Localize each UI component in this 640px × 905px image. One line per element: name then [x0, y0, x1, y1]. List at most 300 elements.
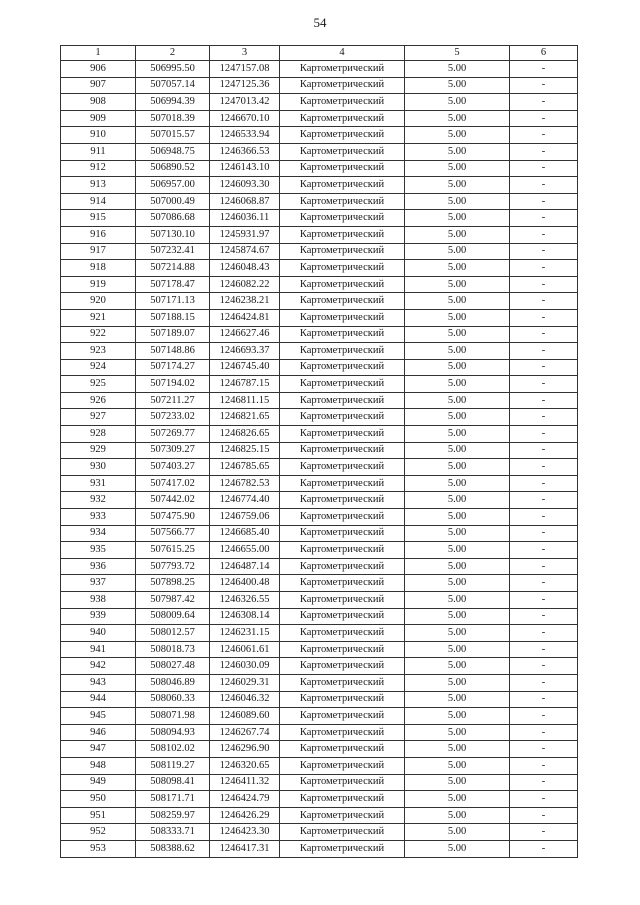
description-cell: -: [510, 492, 578, 509]
method-cell: Картометрический: [280, 525, 405, 542]
x-coordinate-cell: 508333.71: [136, 824, 210, 841]
description-cell: -: [510, 260, 578, 277]
accuracy-cell: 5.00: [405, 757, 510, 774]
accuracy-cell: 5.00: [405, 558, 510, 575]
table-row: [61, 658, 578, 675]
column-header-2: 2: [136, 46, 210, 61]
y-coordinate-cell: 1246424.81: [210, 309, 280, 326]
accuracy-cell: 5.00: [405, 641, 510, 658]
accuracy-cell: 5.00: [405, 260, 510, 277]
table-row: [61, 492, 578, 509]
x-coordinate-cell: 507171.13: [136, 293, 210, 310]
x-coordinate-cell: 507417.02: [136, 475, 210, 492]
column-header-4: 4: [280, 46, 405, 61]
table-row: [61, 160, 578, 177]
table-row: [61, 824, 578, 841]
description-cell: -: [510, 774, 578, 791]
point-number-cell: 915: [61, 210, 136, 227]
description-cell: -: [510, 791, 578, 808]
y-coordinate-cell: 1246036.11: [210, 210, 280, 227]
method-cell: Картометрический: [280, 77, 405, 94]
point-number-cell: 929: [61, 442, 136, 459]
method-cell: Картометрический: [280, 276, 405, 293]
table-row: [61, 177, 578, 194]
x-coordinate-cell: 506948.75: [136, 143, 210, 160]
table-row: [61, 575, 578, 592]
method-cell: Картометрический: [280, 326, 405, 343]
method-cell: Картометрический: [280, 824, 405, 841]
point-number-cell: 923: [61, 343, 136, 360]
x-coordinate-cell: 508071.98: [136, 708, 210, 725]
accuracy-cell: 5.00: [405, 276, 510, 293]
x-coordinate-cell: 508018.73: [136, 641, 210, 658]
x-coordinate-cell: 508046.89: [136, 674, 210, 691]
description-cell: -: [510, 61, 578, 78]
y-coordinate-cell: 1246785.65: [210, 459, 280, 476]
point-number-cell: 924: [61, 359, 136, 376]
description-cell: -: [510, 143, 578, 160]
description-cell: -: [510, 840, 578, 857]
x-coordinate-cell: 507018.39: [136, 110, 210, 127]
y-coordinate-cell: 1246093.30: [210, 177, 280, 194]
point-number-cell: 926: [61, 392, 136, 409]
x-coordinate-cell: 507194.02: [136, 376, 210, 393]
accuracy-cell: 5.00: [405, 193, 510, 210]
point-number-cell: 949: [61, 774, 136, 791]
point-number-cell: 925: [61, 376, 136, 393]
y-coordinate-cell: 1246685.40: [210, 525, 280, 542]
description-cell: -: [510, 409, 578, 426]
x-coordinate-cell: 507269.77: [136, 426, 210, 443]
coordinates-table: [60, 45, 578, 858]
table-row: [61, 392, 578, 409]
point-number-cell: 953: [61, 840, 136, 857]
y-coordinate-cell: 1247125.36: [210, 77, 280, 94]
accuracy-cell: 5.00: [405, 791, 510, 808]
description-cell: -: [510, 724, 578, 741]
accuracy-cell: 5.00: [405, 542, 510, 559]
table-row: [61, 260, 578, 277]
accuracy-cell: 5.00: [405, 575, 510, 592]
y-coordinate-cell: 1246825.15: [210, 442, 280, 459]
description-cell: -: [510, 359, 578, 376]
accuracy-cell: 5.00: [405, 724, 510, 741]
x-coordinate-cell: 507057.14: [136, 77, 210, 94]
table-row: [61, 741, 578, 758]
accuracy-cell: 5.00: [405, 492, 510, 509]
point-number-cell: 945: [61, 708, 136, 725]
accuracy-cell: 5.00: [405, 475, 510, 492]
accuracy-cell: 5.00: [405, 708, 510, 725]
point-number-cell: 907: [61, 77, 136, 94]
accuracy-cell: 5.00: [405, 61, 510, 78]
description-cell: -: [510, 757, 578, 774]
method-cell: Картометрический: [280, 691, 405, 708]
point-number-cell: 906: [61, 61, 136, 78]
method-cell: Картометрический: [280, 575, 405, 592]
y-coordinate-cell: 1246417.31: [210, 840, 280, 857]
accuracy-cell: 5.00: [405, 807, 510, 824]
x-coordinate-cell: 506957.00: [136, 177, 210, 194]
y-coordinate-cell: 1246424.79: [210, 791, 280, 808]
accuracy-cell: 5.00: [405, 691, 510, 708]
description-cell: -: [510, 326, 578, 343]
x-coordinate-cell: 507442.02: [136, 492, 210, 509]
y-coordinate-cell: 1246366.53: [210, 143, 280, 160]
accuracy-cell: 5.00: [405, 376, 510, 393]
table-row: [61, 326, 578, 343]
y-coordinate-cell: 1246426.29: [210, 807, 280, 824]
y-coordinate-cell: 1246082.22: [210, 276, 280, 293]
point-number-cell: 931: [61, 475, 136, 492]
table-row: [61, 774, 578, 791]
x-coordinate-cell: 507178.47: [136, 276, 210, 293]
table-row: [61, 77, 578, 94]
table-body: [61, 61, 578, 858]
y-coordinate-cell: 1246670.10: [210, 110, 280, 127]
x-coordinate-cell: 506890.52: [136, 160, 210, 177]
point-number-cell: 917: [61, 243, 136, 260]
x-coordinate-cell: 507309.27: [136, 442, 210, 459]
point-number-cell: 922: [61, 326, 136, 343]
y-coordinate-cell: 1246774.40: [210, 492, 280, 509]
description-cell: -: [510, 459, 578, 476]
accuracy-cell: 5.00: [405, 127, 510, 144]
table-row: [61, 276, 578, 293]
description-cell: -: [510, 509, 578, 526]
page-number: 54: [313, 15, 327, 30]
method-cell: Картометрический: [280, 177, 405, 194]
x-coordinate-cell: 507898.25: [136, 575, 210, 592]
method-cell: Картометрический: [280, 757, 405, 774]
accuracy-cell: 5.00: [405, 774, 510, 791]
x-coordinate-cell: 507000.49: [136, 193, 210, 210]
y-coordinate-cell: 1245874.67: [210, 243, 280, 260]
y-coordinate-cell: 1246782.53: [210, 475, 280, 492]
x-coordinate-cell: 507189.07: [136, 326, 210, 343]
description-cell: -: [510, 542, 578, 559]
description-cell: -: [510, 592, 578, 609]
method-cell: Картометрический: [280, 343, 405, 360]
table-row: [61, 110, 578, 127]
method-cell: Картометрический: [280, 127, 405, 144]
x-coordinate-cell: 507615.25: [136, 542, 210, 559]
accuracy-cell: 5.00: [405, 160, 510, 177]
point-number-cell: 930: [61, 459, 136, 476]
accuracy-cell: 5.00: [405, 592, 510, 609]
accuracy-cell: 5.00: [405, 840, 510, 857]
accuracy-cell: 5.00: [405, 442, 510, 459]
method-cell: Картометрический: [280, 542, 405, 559]
method-cell: Картометрический: [280, 309, 405, 326]
method-cell: Картометрический: [280, 724, 405, 741]
x-coordinate-cell: 508119.27: [136, 757, 210, 774]
y-coordinate-cell: 1247157.08: [210, 61, 280, 78]
description-cell: -: [510, 309, 578, 326]
method-cell: Картометрический: [280, 807, 405, 824]
point-number-cell: 911: [61, 143, 136, 160]
table-row: [61, 442, 578, 459]
y-coordinate-cell: 1246627.46: [210, 326, 280, 343]
method-cell: Картометрический: [280, 442, 405, 459]
table-row: [61, 309, 578, 326]
y-coordinate-cell: 1246068.87: [210, 193, 280, 210]
table-row: [61, 509, 578, 526]
method-cell: Картометрический: [280, 840, 405, 857]
table-row: [61, 674, 578, 691]
description-cell: -: [510, 442, 578, 459]
header-row: [61, 46, 578, 61]
y-coordinate-cell: 1246655.00: [210, 542, 280, 559]
x-coordinate-cell: 507174.27: [136, 359, 210, 376]
point-number-cell: 937: [61, 575, 136, 592]
description-cell: -: [510, 658, 578, 675]
method-cell: Картометрический: [280, 359, 405, 376]
x-coordinate-cell: 507232.41: [136, 243, 210, 260]
point-number-cell: 952: [61, 824, 136, 841]
point-number-cell: 940: [61, 625, 136, 642]
point-number-cell: 916: [61, 226, 136, 243]
description-cell: -: [510, 426, 578, 443]
table-row: [61, 708, 578, 725]
point-number-cell: 935: [61, 542, 136, 559]
y-coordinate-cell: 1246759.06: [210, 509, 280, 526]
point-number-cell: 943: [61, 674, 136, 691]
x-coordinate-cell: 508027.48: [136, 658, 210, 675]
x-coordinate-cell: 508012.57: [136, 625, 210, 642]
table-row: [61, 691, 578, 708]
x-coordinate-cell: 508388.62: [136, 840, 210, 857]
y-coordinate-cell: 1246267.74: [210, 724, 280, 741]
x-coordinate-cell: 507130.10: [136, 226, 210, 243]
accuracy-cell: 5.00: [405, 143, 510, 160]
point-number-cell: 934: [61, 525, 136, 542]
method-cell: Картометрический: [280, 791, 405, 808]
table-row: [61, 608, 578, 625]
x-coordinate-cell: 506995.50: [136, 61, 210, 78]
x-coordinate-cell: 507403.27: [136, 459, 210, 476]
description-cell: -: [510, 708, 578, 725]
table-row: [61, 641, 578, 658]
column-header-3: 3: [210, 46, 280, 61]
table-row: [61, 210, 578, 227]
y-coordinate-cell: 1246296.90: [210, 741, 280, 758]
y-coordinate-cell: 1246533.94: [210, 127, 280, 144]
table-row: [61, 757, 578, 774]
column-header-5: 5: [405, 46, 510, 61]
y-coordinate-cell: 1246030.09: [210, 658, 280, 675]
method-cell: Картометрический: [280, 160, 405, 177]
accuracy-cell: 5.00: [405, 359, 510, 376]
y-coordinate-cell: 1246320.65: [210, 757, 280, 774]
description-cell: -: [510, 608, 578, 625]
point-number-cell: 942: [61, 658, 136, 675]
y-coordinate-cell: 1246826.65: [210, 426, 280, 443]
point-number-cell: 936: [61, 558, 136, 575]
table-row: [61, 558, 578, 575]
point-number-cell: 921: [61, 309, 136, 326]
x-coordinate-cell: 508098.41: [136, 774, 210, 791]
accuracy-cell: 5.00: [405, 658, 510, 675]
table-row: [61, 94, 578, 111]
accuracy-cell: 5.00: [405, 625, 510, 642]
table-row: [61, 409, 578, 426]
y-coordinate-cell: 1246400.48: [210, 575, 280, 592]
x-coordinate-cell: 507793.72: [136, 558, 210, 575]
method-cell: Картометрический: [280, 392, 405, 409]
accuracy-cell: 5.00: [405, 94, 510, 111]
accuracy-cell: 5.00: [405, 343, 510, 360]
method-cell: Картометрический: [280, 558, 405, 575]
point-number-cell: 919: [61, 276, 136, 293]
description-cell: -: [510, 127, 578, 144]
y-coordinate-cell: 1246308.14: [210, 608, 280, 625]
x-coordinate-cell: 508171.71: [136, 791, 210, 808]
table-row: [61, 625, 578, 642]
description-cell: -: [510, 525, 578, 542]
table-row: [61, 61, 578, 78]
y-coordinate-cell: 1246089.60: [210, 708, 280, 725]
point-number-cell: 928: [61, 426, 136, 443]
description-cell: -: [510, 475, 578, 492]
description-cell: -: [510, 807, 578, 824]
method-cell: Картометрический: [280, 260, 405, 277]
table-row: [61, 791, 578, 808]
method-cell: Картометрический: [280, 376, 405, 393]
method-cell: Картометрический: [280, 61, 405, 78]
y-coordinate-cell: 1246423.30: [210, 824, 280, 841]
x-coordinate-cell: 507475.90: [136, 509, 210, 526]
table-row: [61, 475, 578, 492]
method-cell: Картометрический: [280, 625, 405, 642]
y-coordinate-cell: 1246238.21: [210, 293, 280, 310]
y-coordinate-cell: 1246745.40: [210, 359, 280, 376]
method-cell: Картометрический: [280, 226, 405, 243]
method-cell: Картометрический: [280, 143, 405, 160]
description-cell: -: [510, 392, 578, 409]
y-coordinate-cell: 1245931.97: [210, 226, 280, 243]
y-coordinate-cell: 1246143.10: [210, 160, 280, 177]
method-cell: Картометрический: [280, 741, 405, 758]
y-coordinate-cell: 1246487.14: [210, 558, 280, 575]
point-number-cell: 910: [61, 127, 136, 144]
table-row: [61, 343, 578, 360]
accuracy-cell: 5.00: [405, 409, 510, 426]
method-cell: Картометрический: [280, 459, 405, 476]
description-cell: -: [510, 625, 578, 642]
method-cell: Картометрический: [280, 509, 405, 526]
description-cell: -: [510, 177, 578, 194]
method-cell: Картометрический: [280, 592, 405, 609]
method-cell: Картометрический: [280, 193, 405, 210]
table-row: [61, 127, 578, 144]
x-coordinate-cell: 507148.86: [136, 343, 210, 360]
y-coordinate-cell: 1246787.15: [210, 376, 280, 393]
point-number-cell: 913: [61, 177, 136, 194]
accuracy-cell: 5.00: [405, 459, 510, 476]
point-number-cell: 927: [61, 409, 136, 426]
x-coordinate-cell: 507211.27: [136, 392, 210, 409]
method-cell: Картометрический: [280, 658, 405, 675]
method-cell: Картометрический: [280, 475, 405, 492]
description-cell: -: [510, 641, 578, 658]
table-row: [61, 459, 578, 476]
x-coordinate-cell: 507015.57: [136, 127, 210, 144]
method-cell: Картометрический: [280, 674, 405, 691]
point-number-cell: 920: [61, 293, 136, 310]
table-row: [61, 542, 578, 559]
accuracy-cell: 5.00: [405, 110, 510, 127]
x-coordinate-cell: 508102.02: [136, 741, 210, 758]
y-coordinate-cell: 1246029.31: [210, 674, 280, 691]
x-coordinate-cell: 507987.42: [136, 592, 210, 609]
accuracy-cell: 5.00: [405, 309, 510, 326]
table-row: [61, 359, 578, 376]
y-coordinate-cell: 1246061.61: [210, 641, 280, 658]
accuracy-cell: 5.00: [405, 608, 510, 625]
accuracy-cell: 5.00: [405, 210, 510, 227]
point-number-cell: 909: [61, 110, 136, 127]
table-header: [61, 46, 578, 61]
table-row: [61, 426, 578, 443]
point-number-cell: 951: [61, 807, 136, 824]
method-cell: Картометрический: [280, 94, 405, 111]
method-cell: Картометрический: [280, 110, 405, 127]
method-cell: Картометрический: [280, 243, 405, 260]
table-row: [61, 193, 578, 210]
y-coordinate-cell: 1246326.55: [210, 592, 280, 609]
y-coordinate-cell: 1246411.32: [210, 774, 280, 791]
point-number-cell: 950: [61, 791, 136, 808]
method-cell: Картометрический: [280, 708, 405, 725]
y-coordinate-cell: 1246693.37: [210, 343, 280, 360]
x-coordinate-cell: 507188.15: [136, 309, 210, 326]
method-cell: Картометрический: [280, 210, 405, 227]
description-cell: -: [510, 243, 578, 260]
y-coordinate-cell: 1247013.42: [210, 94, 280, 111]
y-coordinate-cell: 1246811.15: [210, 392, 280, 409]
accuracy-cell: 5.00: [405, 326, 510, 343]
method-cell: Картометрический: [280, 409, 405, 426]
accuracy-cell: 5.00: [405, 226, 510, 243]
description-cell: -: [510, 193, 578, 210]
y-coordinate-cell: 1246231.15: [210, 625, 280, 642]
description-cell: -: [510, 77, 578, 94]
point-number-cell: 912: [61, 160, 136, 177]
x-coordinate-cell: 508259.97: [136, 807, 210, 824]
point-number-cell: 914: [61, 193, 136, 210]
point-number-cell: 944: [61, 691, 136, 708]
table-row: [61, 243, 578, 260]
method-cell: Картометрический: [280, 293, 405, 310]
table-row: [61, 807, 578, 824]
description-cell: -: [510, 94, 578, 111]
description-cell: -: [510, 226, 578, 243]
description-cell: -: [510, 691, 578, 708]
table-row: [61, 376, 578, 393]
description-cell: -: [510, 741, 578, 758]
column-header-6: 6: [510, 46, 578, 61]
method-cell: Картометрический: [280, 641, 405, 658]
accuracy-cell: 5.00: [405, 243, 510, 260]
x-coordinate-cell: 507566.77: [136, 525, 210, 542]
method-cell: Картометрический: [280, 774, 405, 791]
method-cell: Картометрический: [280, 426, 405, 443]
table-row: [61, 226, 578, 243]
table-row: [61, 293, 578, 310]
description-cell: -: [510, 824, 578, 841]
accuracy-cell: 5.00: [405, 674, 510, 691]
